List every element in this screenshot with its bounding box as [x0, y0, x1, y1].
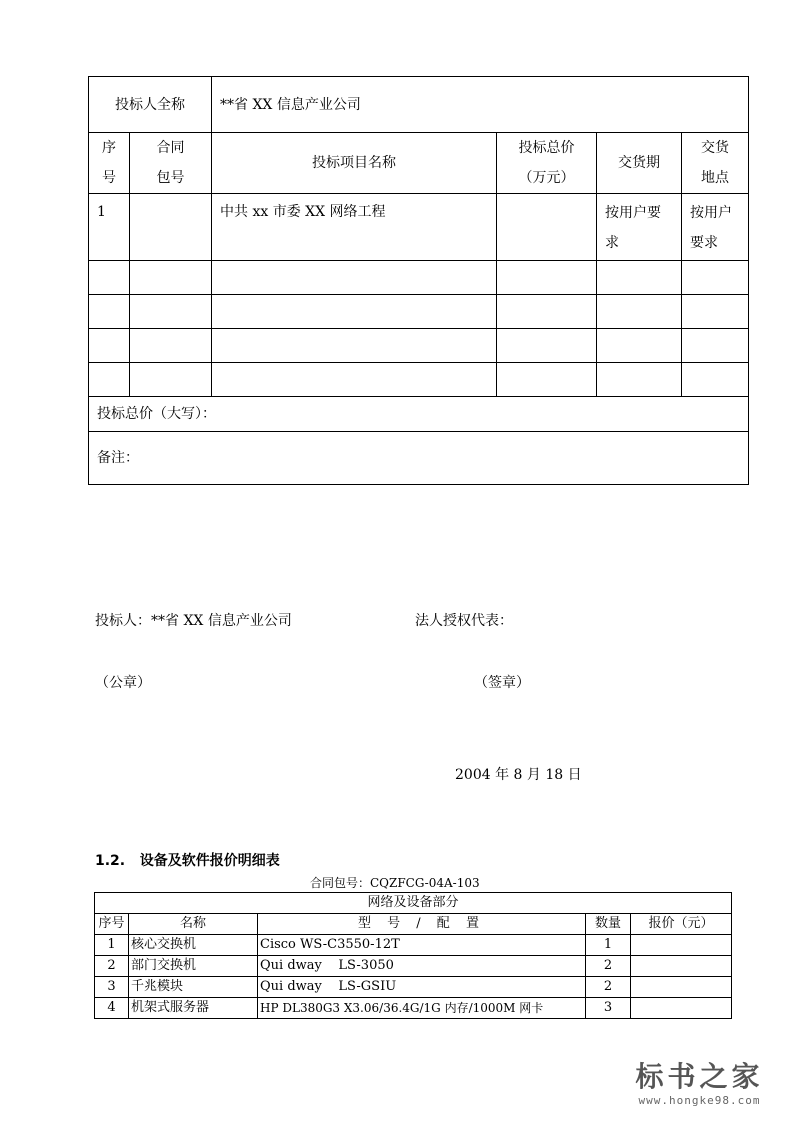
equip-header-qty: 数量 [586, 914, 631, 935]
equip-model: Cisco WS-C3550-12T [258, 935, 586, 956]
row-delivery-place-line1: 按用户 [690, 205, 732, 221]
watermark [612, 1060, 787, 1108]
signature-seal: （签章） [474, 675, 530, 691]
equip-qty: 2 [586, 977, 631, 998]
row-seq [89, 329, 130, 363]
row-delivery-period-line2: 求 [605, 235, 619, 251]
equip-header-price: 报价（元） [631, 914, 732, 935]
row-delivery-period [597, 194, 682, 261]
official-seal: （公章） [95, 675, 151, 691]
legal-representative: 法人授权代表： [415, 613, 513, 629]
section-title: 设备及软件报价明细表 [139, 853, 280, 869]
header-price-line2: （万元） [518, 170, 575, 186]
equip-header-name: 名称 [129, 914, 258, 935]
row-delivery-place [682, 295, 749, 329]
header-seq-line1: 序 [102, 140, 116, 156]
watermark-logo: 标书之家 [635, 1060, 764, 1093]
table-row [95, 956, 732, 977]
header-seq [89, 133, 130, 194]
equip-header-model: 型 号 / 配 置 [258, 914, 586, 935]
table-row [95, 998, 732, 1019]
header-delivery-place-line2: 地点 [701, 170, 730, 186]
table-row [89, 261, 749, 295]
header-seq-line2: 号 [102, 170, 116, 186]
row-price [497, 194, 597, 261]
equip-seq: 2 [95, 956, 129, 977]
row-seq [89, 261, 130, 295]
equip-model: Qui dway LS-GSIU [258, 977, 586, 998]
row-project [212, 261, 497, 295]
signature-date: 2004 年 8 月 18 日 [455, 767, 582, 783]
row-contract [130, 363, 212, 397]
total-label: 投标总价（大写）： [89, 397, 749, 432]
bidder-signature: 投标人：**省 XX 信息产业公司 [95, 613, 292, 629]
note-label: 备注： [89, 432, 749, 485]
table-row [89, 295, 749, 329]
bidder-label: 投标人全称 [89, 77, 212, 133]
table-row [95, 935, 732, 956]
bidder-row [89, 77, 749, 133]
row-delivery-place-line2: 要求 [690, 235, 718, 251]
table-row [95, 977, 732, 998]
row-price [497, 261, 597, 295]
equip-price [631, 956, 732, 977]
equip-seq: 4 [95, 998, 129, 1019]
row-project [212, 329, 497, 363]
equipment-price-table [94, 892, 732, 1019]
header-contract [130, 133, 212, 194]
row-contract [130, 295, 212, 329]
section-number: 1.2. [95, 853, 126, 869]
header-contract-line1: 合同 [156, 140, 185, 156]
row-project [212, 295, 497, 329]
row-seq [89, 363, 130, 397]
equip-price [631, 977, 732, 998]
row-delivery-place [682, 261, 749, 295]
row-delivery-period [597, 363, 682, 397]
header-row [89, 133, 749, 194]
table-row [89, 194, 749, 261]
row-contract [130, 329, 212, 363]
header-price-line1: 投标总价 [518, 140, 575, 156]
table-row [89, 329, 749, 363]
watermark-url: www.hongke98.com [638, 1094, 761, 1107]
equip-seq: 1 [95, 935, 129, 956]
header-delivery-place [682, 133, 749, 194]
bid-summary-table [88, 76, 749, 485]
header-contract-line2: 包号 [156, 170, 185, 186]
header-delivery-place-line1: 交货 [701, 140, 730, 156]
bidder-value: **省 XX 信息产业公司 [212, 77, 749, 133]
row-delivery-place [682, 194, 749, 261]
row-delivery-period-line1: 按用户要 [605, 205, 661, 221]
total-row [89, 397, 749, 432]
header-delivery-period: 交货期 [597, 133, 682, 194]
header-price [497, 133, 597, 194]
row-seq [89, 295, 130, 329]
equip-name: 核心交换机 [129, 935, 258, 956]
row-price [497, 363, 597, 397]
section-heading [95, 850, 280, 870]
row-delivery-period [597, 329, 682, 363]
equip-qty: 3 [586, 998, 631, 1019]
equip-model: Qui dway LS-3050 [258, 956, 586, 977]
group-title-row [95, 893, 732, 914]
row-seq: 1 [89, 194, 130, 261]
row-project [212, 363, 497, 397]
row-price [497, 329, 597, 363]
group-title: 网络及设备部分 [95, 893, 732, 914]
table-row [89, 363, 749, 397]
equip-model: HP DL380G3 X3.06/36.4G/1G 内存/1000M 网卡 [258, 998, 586, 1019]
equip-seq: 3 [95, 977, 129, 998]
row-delivery-period [597, 261, 682, 295]
row-price [497, 295, 597, 329]
row-delivery-place [682, 363, 749, 397]
equip-qty: 2 [586, 956, 631, 977]
equip-name: 机架式服务器 [129, 998, 258, 1019]
package-number: 合同包号：CQZFCG-04A-103 [310, 876, 480, 890]
equip-price [631, 998, 732, 1019]
equip-price [631, 935, 732, 956]
row-contract [130, 194, 212, 261]
row-project: 中共 xx 市委 XX 网络工程 [212, 194, 497, 261]
row-delivery-place [682, 329, 749, 363]
equip-qty: 1 [586, 935, 631, 956]
equip-name: 千兆模块 [129, 977, 258, 998]
equip-name: 部门交换机 [129, 956, 258, 977]
row-delivery-period [597, 295, 682, 329]
equip-header-seq: 序号 [95, 914, 129, 935]
row-contract [130, 261, 212, 295]
note-row [89, 432, 749, 485]
equip-header-row [95, 914, 732, 935]
header-project: 投标项目名称 [212, 133, 497, 194]
